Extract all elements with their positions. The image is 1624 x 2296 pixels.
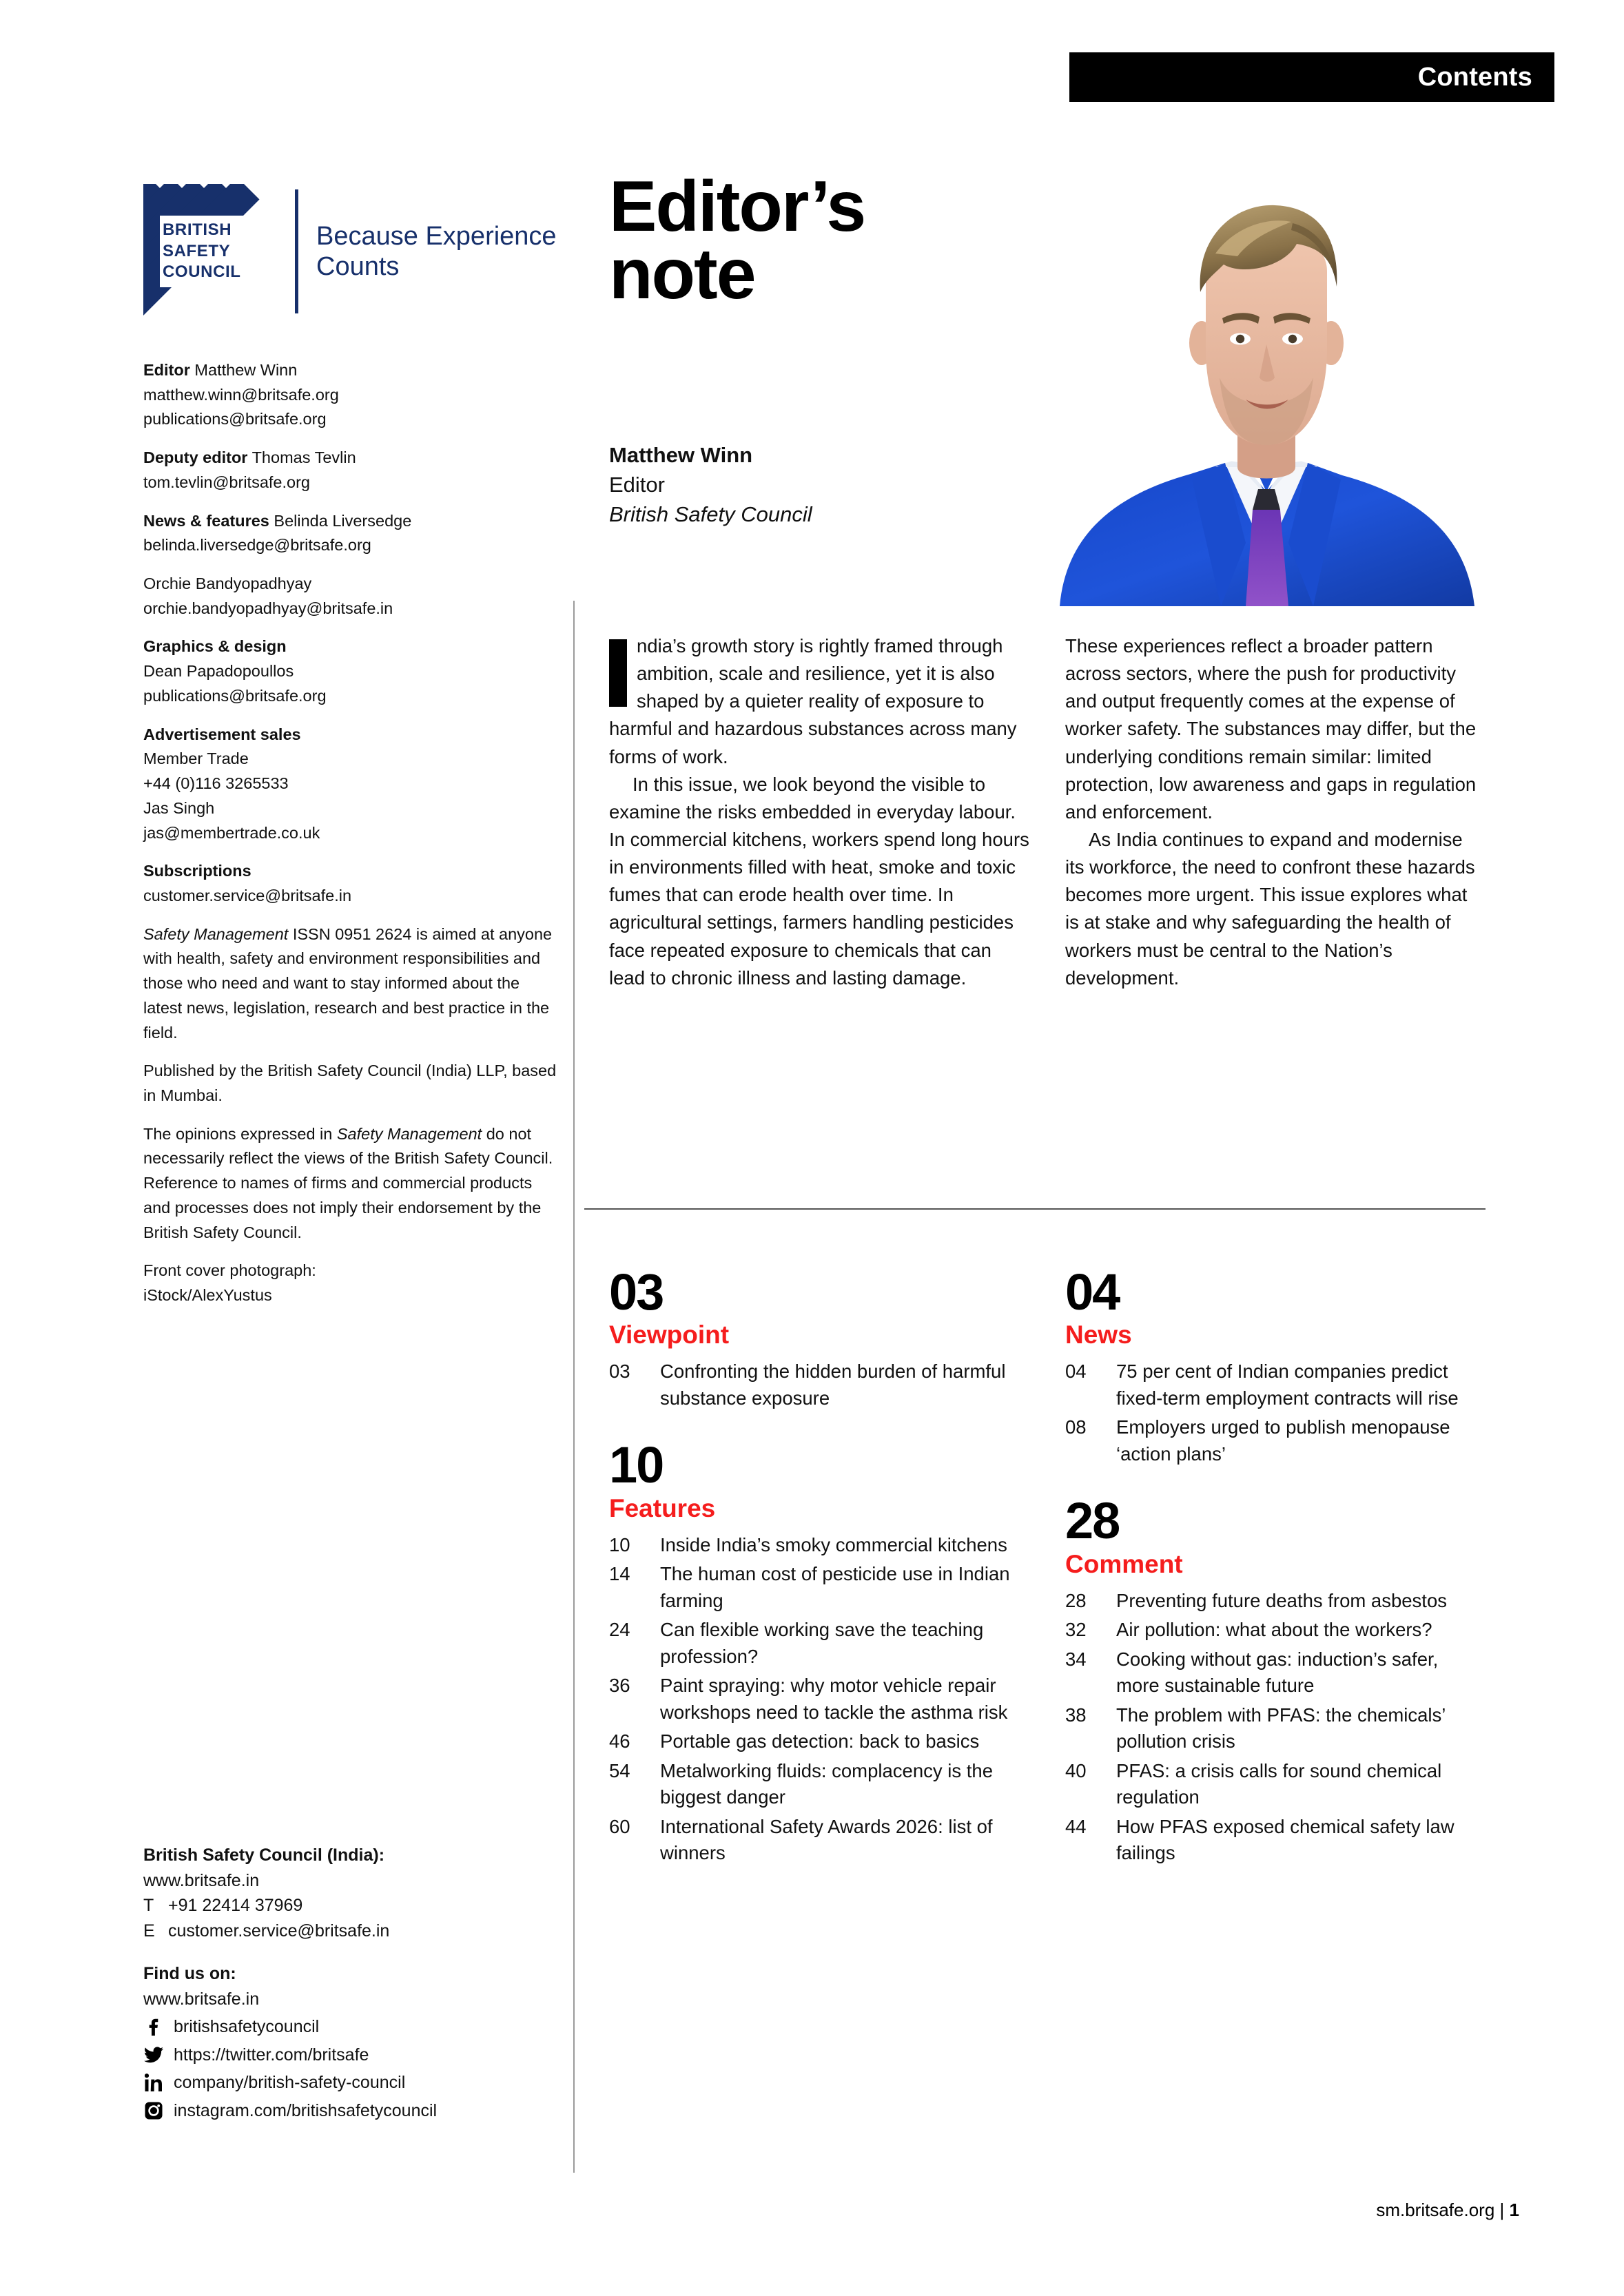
toc-entry-title: International Safety Awards 2026: list of winners — [660, 1815, 993, 1864]
editor-portrait-photo — [1018, 171, 1514, 606]
toc-entry[interactable] — [1065, 1758, 1486, 1811]
toc-entry-title: Confronting the hidden burden of harmful substance exposure — [660, 1361, 1006, 1409]
toc-entry-title: PFAS: a crisis calls for sound chemical regulation — [1116, 1759, 1442, 1808]
opinions-disclaimer: The opinions expressed in Safety Management do not necessarily reflect the views of the British Safety Council. Reference to names of firms and commercial products and processes does not imply their endorsement by the British Safety Council. — [143, 1124, 553, 1241]
contact-email-row — [143, 1918, 571, 1944]
facebook-handle: britishsafetycouncil — [174, 2017, 320, 2036]
toc-entry-page: 04 — [1065, 1361, 1087, 1383]
toc-entry-page: 60 — [609, 1815, 630, 1837]
toc-section-heading: News — [1065, 1321, 1132, 1349]
byline — [609, 441, 1036, 529]
editors-note-body — [609, 632, 1486, 992]
contact-block — [143, 1843, 571, 2123]
toc-entry-title: Paint spraying: why motor vehicle repair workshops need to tackle the asthma risk — [660, 1675, 1008, 1723]
toc-section-heading: Features — [609, 1493, 716, 1522]
credit-editor: Editor Matthew Winn matthew.winn@britsafe.org publications@britsafe.org — [143, 361, 339, 428]
toc-entry-title: Preventing future deaths from asbestos — [1116, 1589, 1447, 1611]
twitter-handle: https://twitter.com/britsafe — [174, 2045, 369, 2065]
article-column-2 — [1065, 632, 1486, 992]
sidebar — [143, 172, 559, 1322]
toc-entry[interactable] — [609, 1728, 1029, 1755]
social-link-twitter[interactable] — [143, 2042, 571, 2068]
toc-entry[interactable] — [609, 1758, 1029, 1811]
article-column-1 — [609, 632, 1029, 992]
cover-photo-credit: Front cover photograph: iStock/AlexYustus — [143, 1261, 316, 1304]
contact-phone[interactable]: +91 22414 37969 — [168, 1896, 303, 1915]
contact-phone-row — [143, 1893, 571, 1918]
drop-cap — [609, 639, 627, 707]
toc-entry-page: 36 — [609, 1675, 630, 1697]
toc-entry[interactable] — [609, 1561, 1029, 1614]
credit-news-features: News & features Belinda Liversedge belinda.liversedge@britsafe.org — [143, 511, 412, 555]
page-title: Editor’s note — [609, 167, 865, 314]
logo-tagline: Because Experience Counts — [316, 221, 557, 281]
toc-entry[interactable] — [1065, 1588, 1486, 1615]
toc-entry-title: Inside India’s smoky commercial kitchens — [660, 1533, 1007, 1555]
toc-entry-title: Metalworking fluids: complacency is the biggest danger — [660, 1759, 993, 1808]
publisher-statement: Published by the British Safety Council (India) LLP, based in Mumbai. — [143, 1062, 557, 1104]
toc-entry-page: 54 — [609, 1759, 630, 1781]
contents-banner — [1069, 52, 1554, 102]
toc-entry-title: Cooking without gas: induction’s safer, more sustainable future — [1116, 1648, 1439, 1697]
issn-statement: Safety Management ISSN 0951 2624 is aimed at anyone with health, safety and environment responsibilities and those who need and want to stay informed about the latest news, legislation, research and best practice in the field. — [143, 924, 553, 1042]
twitter-icon — [143, 2045, 164, 2065]
linkedin-icon — [143, 2072, 164, 2093]
toc-entry-page: 08 — [1065, 1416, 1087, 1438]
credit-subscriptions: Subscriptions customer.service@britsafe.in — [143, 862, 352, 904]
article-paragraph: ndia’s growth story is rightly framed through ambition, scale and resilience, yet it is also shaped by a quieter reality of exposure to harmful and hazardous substances across many forms of work. — [609, 635, 1017, 767]
toc-section-number: 28 — [1065, 1492, 1120, 1550]
article-paragraph: These experiences reflect a broader pattern across sectors, where the push for productivity and output frequently comes at the expense of worker safety. The substances may differ, but the underlying conditions remain similar: limited protection, low awareness and gaps in regulation and enforcement. — [1065, 635, 1477, 823]
toc-entry[interactable] — [1065, 1814, 1486, 1867]
toc-entry[interactable] — [1065, 1702, 1486, 1755]
toc-entry-title: The human cost of pesticide use in Indian farming — [660, 1563, 1010, 1611]
contents-banner-label: Contents — [1417, 62, 1532, 92]
toc-entry-title: How PFAS exposed chemical safety law failings — [1116, 1815, 1455, 1864]
toc-entry[interactable] — [1065, 1358, 1486, 1411]
toc-entry-page: 34 — [1065, 1648, 1087, 1670]
toc-entry-title: Air pollution: what about the workers? — [1116, 1619, 1432, 1641]
footer-page-number: 1 — [1509, 2200, 1519, 2220]
toc-entry-page: 28 — [1065, 1589, 1087, 1611]
logo-mark-icon — [143, 184, 278, 319]
toc-column-right — [1065, 1263, 1486, 1896]
toc-entry-title: Portable gas detection: back to basics — [660, 1730, 980, 1752]
logo-wordmark: BRITISH SAFETY COUNCIL — [160, 216, 269, 287]
byline-organisation: British Safety Council — [609, 501, 812, 526]
find-us-website[interactable]: www.britsafe.in — [143, 1989, 260, 2009]
toc-entry[interactable] — [1065, 1646, 1486, 1699]
contact-heading: British Safety Council (India): — [143, 1845, 385, 1865]
british-safety-council-logo — [143, 172, 559, 331]
toc-entry-page: 10 — [609, 1533, 630, 1555]
toc-section-heading: Comment — [1065, 1549, 1183, 1578]
contact-website[interactable]: www.britsafe.in — [143, 1870, 260, 1890]
toc-entry-title: Can flexible working save the teaching profession? — [660, 1619, 984, 1667]
footer-site: sm.britsafe.org — [1376, 2200, 1495, 2220]
toc-entry[interactable] — [609, 1673, 1029, 1726]
toc-entry-title: 75 per cent of Indian companies predict fixed-term employment contracts will rise — [1116, 1361, 1459, 1409]
toc-column-left — [609, 1263, 1029, 1896]
social-link-facebook[interactable] — [143, 2014, 571, 2040]
section-divider — [584, 1208, 1486, 1210]
credit-deputy-editor: Deputy editor Thomas Tevlin tom.tevlin@britsafe.org — [143, 448, 356, 491]
social-links — [143, 1961, 571, 2123]
article-paragraph: In this issue, we look beyond the visible to examine the risks embedded in everyday labour. In commercial kitchens, workers spend long hours in environments filled with heat, smoke and toxic fumes that can erode health over time. In agricultural settings, farmers handling pesticides face repeated exposure to chemicals that can lead to chronic illness and lasting damage. — [609, 773, 1029, 989]
toc-entry[interactable] — [609, 1617, 1029, 1670]
byline-name: Matthew Winn — [609, 443, 753, 467]
toc-entry-page: 46 — [609, 1730, 630, 1752]
toc-entry-page: 40 — [1065, 1759, 1087, 1781]
social-link-instagram[interactable] — [143, 2098, 571, 2124]
toc-entry-title: The problem with PFAS: the chemicals’ pollution crisis — [1116, 1704, 1446, 1752]
credit-advertisement-sales: Advertisement sales Member Trade +44 (0)116 3265533 Jas Singh jas@membertrade.co.uk — [143, 725, 320, 842]
toc-entry-title: Employers urged to publish menopause ‘action plans’ — [1116, 1416, 1450, 1465]
toc-entry-page: 24 — [609, 1619, 630, 1641]
toc-entry[interactable] — [1065, 1617, 1486, 1644]
toc-section — [1065, 1263, 1486, 1467]
phone-label: T — [143, 1896, 154, 1915]
toc-entry-page: 03 — [609, 1361, 630, 1383]
toc-section-number: 10 — [609, 1436, 664, 1494]
article-paragraph: As India continues to expand and modernise its workforce, the need to confront these hazards becomes more urgent. This issue explores what is at stake and why safeguarding the health of workers must be central to the Nation’s development. — [1065, 828, 1475, 989]
facebook-icon — [143, 2016, 164, 2037]
toc-section-heading: Viewpoint — [609, 1321, 730, 1349]
masthead-credits — [143, 358, 559, 1308]
table-of-contents — [609, 1263, 1486, 1896]
instagram-handle: instagram.com/britishsafetycouncil — [174, 2100, 438, 2120]
toc-entry[interactable] — [1065, 1414, 1486, 1467]
toc-entry[interactable] — [609, 1814, 1029, 1867]
toc-entry-page: 44 — [1065, 1815, 1087, 1837]
logo-divider — [295, 189, 298, 313]
footer-separator: | — [1499, 2200, 1505, 2220]
toc-section-number: 03 — [609, 1263, 664, 1321]
contact-email[interactable]: customer.service@britsafe.in — [168, 1921, 390, 1941]
byline-role: Editor — [609, 472, 665, 497]
linkedin-handle: company/british-safety-council — [174, 2073, 406, 2092]
toc-section — [609, 1436, 1029, 1866]
find-us-heading: Find us on: — [143, 1964, 236, 1983]
instagram-icon — [143, 2100, 164, 2121]
toc-section — [609, 1263, 1029, 1411]
toc-entry-page: 14 — [609, 1563, 630, 1585]
column-divider — [573, 601, 575, 2173]
toc-section-number: 04 — [1065, 1263, 1120, 1321]
toc-entry[interactable] — [609, 1358, 1029, 1411]
email-label: E — [143, 1921, 155, 1941]
toc-section — [1065, 1492, 1486, 1866]
toc-entry[interactable] — [609, 1532, 1029, 1559]
credit-graphics-design: Graphics & design Dean Papadopoullos publications@britsafe.org — [143, 637, 327, 705]
toc-entry-page: 32 — [1065, 1619, 1087, 1641]
page-footer — [1376, 2200, 1519, 2221]
social-link-linkedin[interactable] — [143, 2070, 571, 2096]
toc-entry-page: 38 — [1065, 1704, 1087, 1726]
credit-news-features-2: Orchie Bandyopadhyay orchie.bandyopadhyay@britsafe.in — [143, 575, 393, 617]
